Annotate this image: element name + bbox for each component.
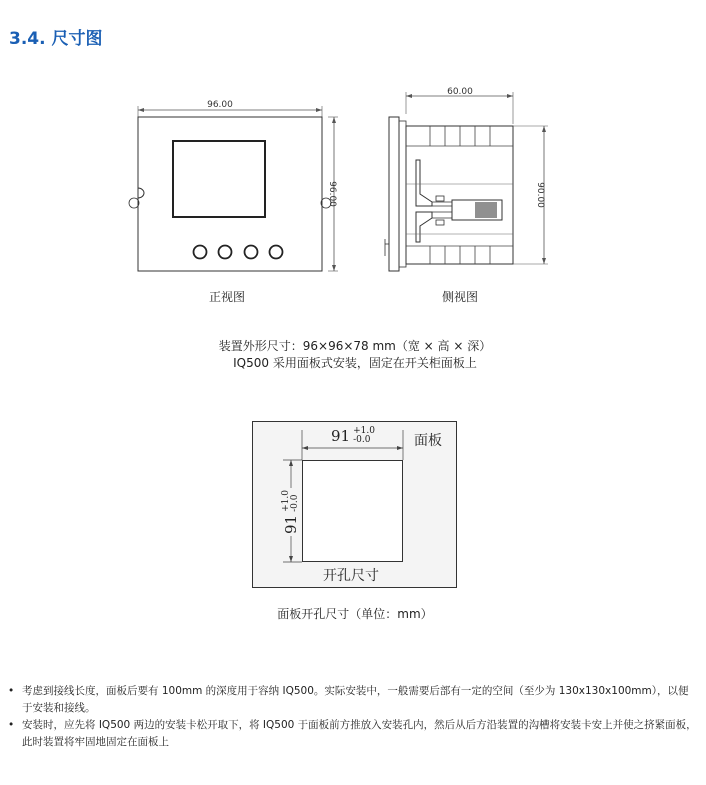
note-text: 安装时，应先将 IQ500 两边的安装卡松开取下，将 IQ500 于面板前方推放入安装孔内，然后从后方沿装置的沟槽将安装卡安上并使之挤紧面板，此时装置将牢固地固定在面板上 bbox=[22, 719, 697, 748]
side-view-caption: 侧视图 bbox=[441, 290, 478, 304]
cutout-width-value: 91 bbox=[331, 427, 351, 445]
section-title: 3.4. 尺寸图 bbox=[9, 29, 103, 49]
cutout-height-value: 91 bbox=[282, 514, 300, 534]
cutout-height-tol-lower: -0.0 bbox=[290, 494, 300, 512]
bullet-icon: • bbox=[8, 685, 15, 697]
notes-list bbox=[8, 683, 698, 751]
front-view-drawing bbox=[120, 90, 350, 280]
front-height-label: 96.00 bbox=[327, 181, 337, 207]
cutout-width-tol-lower: -0.0 bbox=[353, 435, 371, 445]
note-item bbox=[8, 717, 698, 751]
dimension-description: 装置外形尺寸：96×96×78 mm（宽 × 高 × 深） bbox=[218, 339, 492, 353]
cutout-drawing bbox=[252, 421, 457, 588]
cutout-width-tol-upper: +1.0 bbox=[353, 426, 375, 436]
front-width-label: 96.00 bbox=[207, 100, 233, 110]
cutout-panel-label: 面板 bbox=[414, 433, 442, 449]
bullet-icon: • bbox=[8, 719, 15, 731]
note-text: 考虑到接线长度，面板后要有 100mm 的深度用于容纳 IQ500。实际安装中，一般需要后部有一定的空间（至少为 130x130x100mm），以便于安装和接线。 bbox=[22, 685, 689, 714]
side-height-label: 90.00 bbox=[535, 182, 545, 208]
note-item bbox=[8, 683, 698, 717]
cutout-height-tol-upper: +1.0 bbox=[281, 490, 291, 512]
front-view-caption: 正视图 bbox=[208, 290, 245, 304]
mounting-description: IQ500 采用面板式安装，固定在开关柜面板上 bbox=[233, 356, 477, 370]
cutout-caption: 面板开孔尺寸（单位：mm） bbox=[277, 607, 433, 621]
cutout-hole-label: 开孔尺寸 bbox=[323, 568, 379, 584]
side-view-drawing bbox=[380, 84, 560, 280]
cutout-height-dimension bbox=[279, 472, 303, 552]
side-depth-label: 60.00 bbox=[447, 87, 473, 97]
cutout-width-dimension bbox=[329, 427, 377, 445]
